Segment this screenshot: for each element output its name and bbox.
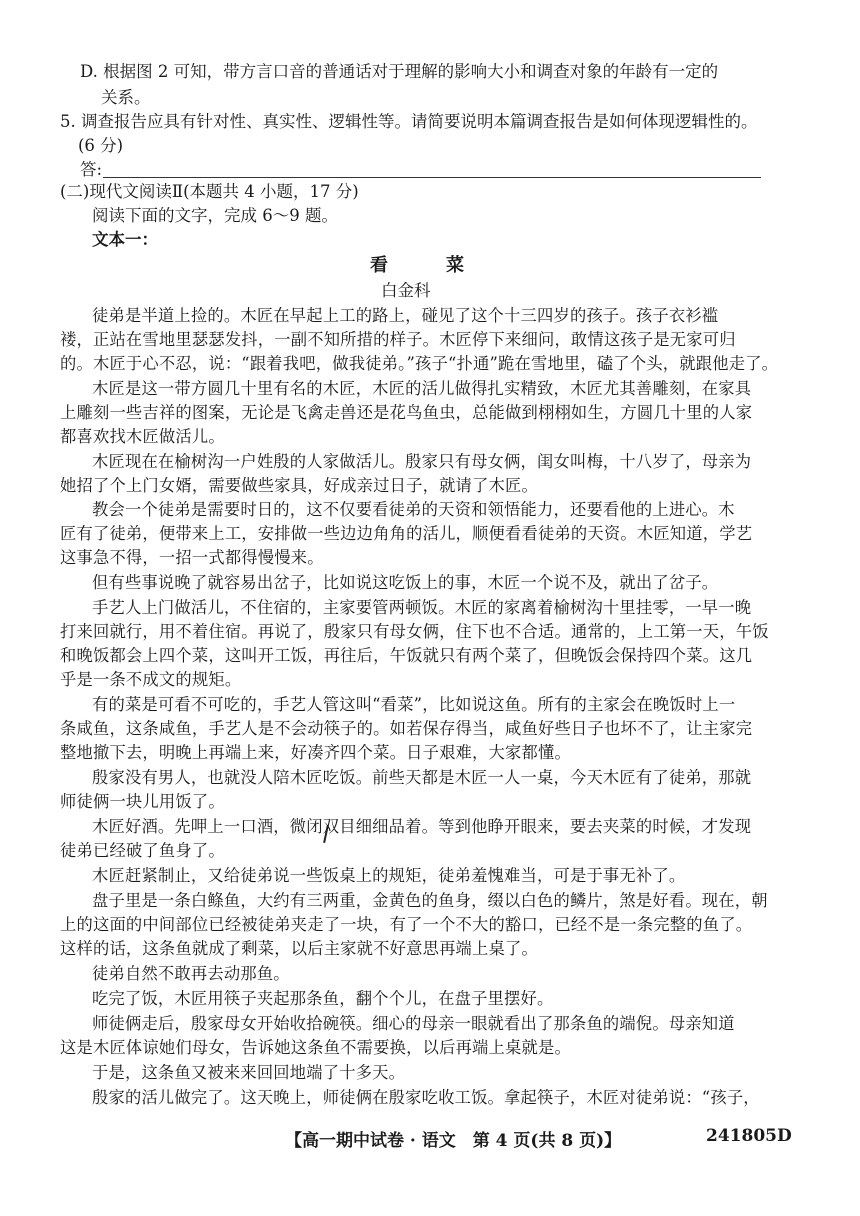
story-line: 但有些事说晚了就容易出岔子，比如说这吃饭上的事，木匠一个说不及，就出了岔子。 xyxy=(92,573,719,592)
story-line: 教会一个徒弟是需要时日的，这不仅要看徒弟的天资和领悟能力，还要看他的上进心。木 xyxy=(92,500,735,519)
story-line: 木匠现在在榆树沟一户姓殷的人家做活儿。殷家只有母女俩，闺女叫梅，十八岁了，母亲为 xyxy=(92,452,752,471)
answer-label: 答: xyxy=(80,160,103,179)
story-line: 于是，这条鱼又被来来回回地端了十多天。 xyxy=(92,1063,406,1082)
story-line: 条咸鱼，这条咸鱼，手艺人是不会动筷子的。如若保存得当，咸鱼好些日子也坏不了，让主家完 xyxy=(60,719,753,738)
story-line: 和晚饭都会上四个菜，这叫开工饭，再往后，午饭就只有两个菜了，但晚饭会保持四个菜。这几 xyxy=(60,646,753,665)
story-line: 殷家的活儿做完了。这天晚上，师徒俩在殷家吃收工饭。拿起筷子，木匠对徒弟说：“孩子， xyxy=(92,1088,760,1107)
story-line: 徒弟是半道上捡的。木匠在早起上工的路上，碰见了这个十三四岁的孩子。孩子衣衫褴 xyxy=(92,306,719,325)
story-line: 有的菜是可看不可吃的，手艺人管这叫“看菜”，比如说这鱼。所有的主家会在晚饭时上一 xyxy=(92,695,736,714)
question-5-points: (6 分) xyxy=(78,136,124,155)
story-line: 匠有了徒弟，便带来上工，安排做一些边边角角的活儿，顺便看看徒弟的天资。木匠知道，学艺 xyxy=(60,524,753,543)
story-line: 盘子里是一条白鲦鱼，大约有三两重，金黄色的鱼身，缀以白色的鳞片，煞是好看。现在，朝 xyxy=(92,891,768,910)
story-line: 手艺人上门做活儿，不住宿的，主家要管两顿饭。木匠的家离着榆树沟十里挂零，一早一晚 xyxy=(92,598,752,617)
story-line: 都喜欢找木匠做活儿。 xyxy=(60,427,225,446)
story-line: 这是木匠体谅她们母女，告诉她这条鱼不需要换，以后再端上桌就是。 xyxy=(60,1038,571,1057)
story-line: 徒弟自然不敢再去动那鱼。 xyxy=(92,964,290,983)
story-line: 上雕刻一些吉祥的图案，无论是飞禽走兽还是花鸟鱼虫，总能做到栩栩如生，方圆几十里的人家 xyxy=(60,403,753,422)
section-instruction: 阅读下面的文字，完成 6～9 题。 xyxy=(92,206,338,225)
option-d-line1: D. 根据图 2 可知，带方言口音的普通话对于理解的影响大小和调查对象的年龄有一定的 xyxy=(80,62,719,81)
story-line: 这样的话，这条鱼就成了剩菜，以后主家就不好意思再端上桌了。 xyxy=(60,939,538,958)
story-line: 褛，正站在雪地里瑟瑟发抖，一副不知所措的样子。木匠停下来细问，敢情这孩子是无家可归 xyxy=(60,330,736,349)
exam-code: 241805D xyxy=(706,1126,792,1146)
section-heading: (二)现代文阅读Ⅱ(本题共 4 小题，17 分) xyxy=(60,182,359,201)
story-line: 师徒俩走后，殷家母女开始收拾碗筷。细心的母亲一眼就看出了那条鱼的端倪。母亲知道 xyxy=(92,1014,735,1033)
story-line: 这事急不得，一招一式都得慢慢来。 xyxy=(60,548,324,567)
story-line: 殷家没有男人，也就没人陪木匠吃饭。前些天都是木匠一人一桌，今天木匠有了徒弟，那就 xyxy=(92,768,752,787)
story-line: 她招了个上门女婿，需要做些家具，好成亲过日子，就请了木匠。 xyxy=(60,476,538,495)
story-line: 上的这面的中间部位已经被徒弟夹走了一块，有了一个不大的豁口，已经不是一条完整的鱼了。 xyxy=(60,915,753,934)
story-line: 吃完了饭，木匠用筷子夹起那条鱼，翻个个儿，在盘子里摆好。 xyxy=(92,989,554,1008)
option-d-line2: 关系。 xyxy=(101,88,151,107)
question-5-line1: 5. 调查报告应具有针对性、真实性、逻辑性等。请简要说明本篇调查报告是如何体现逻辑性的。 xyxy=(60,112,758,131)
text-one-label: 文本一： xyxy=(92,230,158,249)
story-author: 白金科 xyxy=(381,281,431,300)
story-title: 看 菜 xyxy=(370,255,484,276)
story-line: 打来回就行，用不着住宿。再说了，殷家只有母女俩，住下也不合适。通常的，上工第一天，午饭 xyxy=(60,622,769,641)
answer-line[interactable] xyxy=(103,177,761,178)
story-line: 的。木匠于心不忍，说：“跟着我吧，做我徒弟。”孩子“扑通”跪在雪地里，磕了个头，就跟他走了。 xyxy=(60,354,779,373)
story-line: 木匠好酒。先呷上一口酒，微闭双目细细品着。等到他睁开眼来，要去夹菜的时候，才发现 xyxy=(92,817,752,836)
story-line: 徒弟已经破了鱼身了。 xyxy=(60,841,225,860)
story-line: 木匠是这一带方圆几十里有名的木匠，木匠的活儿做得扎实精致，木匠尤其善雕刻，在家具 xyxy=(92,379,752,398)
story-line: 师徒俩一块儿用饭了。 xyxy=(60,792,225,811)
page-footer: 【高一期中试卷 · 语文 第 4 页(共 8 页)】 xyxy=(285,1131,622,1151)
story-line: 木匠赶紧制止，又给徒弟说一些饭桌上的规矩，徒弟羞愧难当，可是于事无补了。 xyxy=(92,866,686,885)
story-line: 整地撤下去，明晚上再端上来，好凑齐四个菜。日子艰难，大家都懂。 xyxy=(60,743,571,762)
story-line: 乎是一条不成文的规矩。 xyxy=(60,670,242,689)
